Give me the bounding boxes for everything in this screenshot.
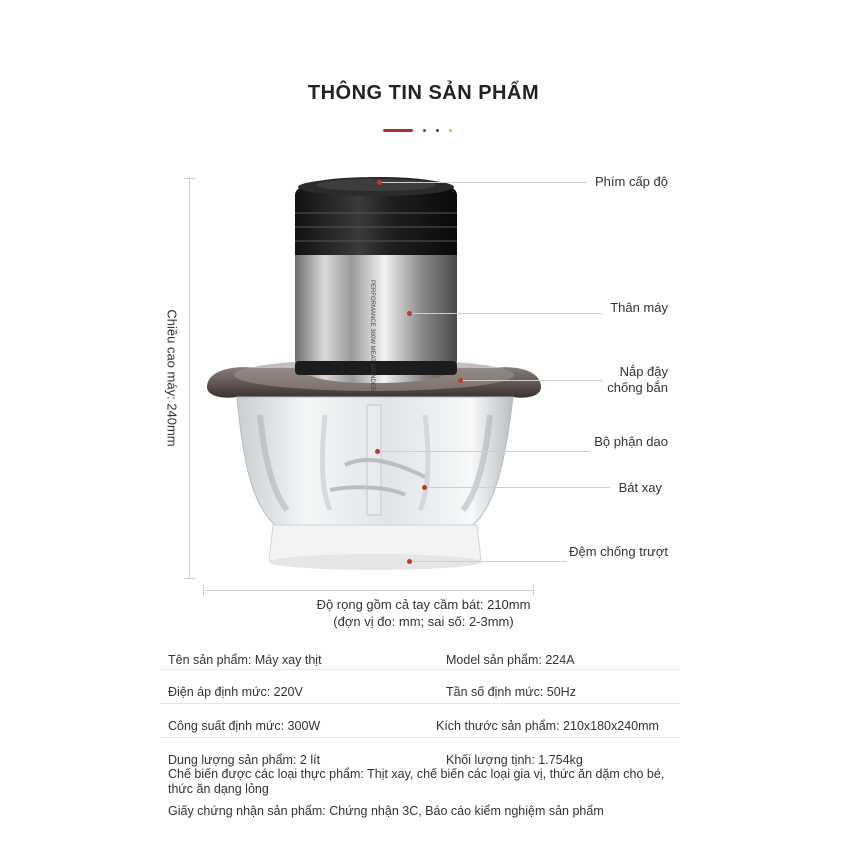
decoration-dot-gold [449, 129, 452, 132]
spec-capacity: Dung lượng sản phẩm: 2 lít [168, 753, 321, 767]
height-dimension-cap-top [184, 178, 195, 179]
callout-label-base: Đệm chống trượt [569, 544, 668, 559]
callout-label-lid [560, 364, 668, 396]
width-dimension-cap-left [203, 585, 204, 596]
decoration-dot-dark [436, 129, 439, 132]
callout-label-body: Thân máy [610, 300, 668, 315]
callout-label-lid-line2: chống bắn [607, 380, 668, 395]
callout-label-lid-line1: Nắp đậy [619, 364, 668, 379]
spec-row [160, 745, 680, 767]
spec-name: Tên sản phẩm: Máy xay thịt [168, 653, 322, 667]
spec-row [160, 711, 680, 738]
spec-foods: Chế biến được các loại thực phẩm: Thịt xay, chế biến các loại gia vị, thức ăn dặm cho bé, thức ăn dạng lỏng [168, 767, 665, 796]
height-dimension-cap-bottom [184, 578, 195, 579]
callout-line-blade [380, 451, 590, 452]
spec-voltage: Điện áp định mức: 220V [168, 685, 303, 699]
width-label-line1: Độ rọng gồm cả tay cầm bát: 210mm [316, 597, 531, 612]
spec-weight: Khối lượng tịnh: 1.754kg [446, 753, 583, 767]
title-decoration [383, 128, 473, 134]
callout-line-buttons [382, 182, 587, 183]
spec-model: Model sản phẩm: 224A [446, 653, 575, 667]
spec-row [160, 645, 680, 670]
grinder-label-text: PERFORMANCE 300W MEAT GRINDER [369, 280, 375, 392]
decoration-dash [383, 129, 413, 132]
height-label: Chiều cao máy: 240mm [164, 309, 180, 447]
callout-label-blade: Bộ phận dao [594, 434, 668, 449]
spec-power: Công suất định mức: 300W [168, 719, 321, 733]
width-label-line2: (đợn vị đo: mm; sai số: 2-3mm) [333, 614, 514, 629]
width-dimension-cap-right [533, 585, 534, 596]
spec-certificate: Giấy chứng nhận sản phẩm: Chứng nhận 3C, Báo cáo kiểm nghiệm sản phẩm [168, 804, 604, 818]
callout-label-buttons: Phím cấp độ [595, 174, 668, 189]
page-title: THÔNG TIN SẢN PHẨM [307, 82, 540, 104]
decoration-dot-red [423, 129, 426, 132]
height-dimension-line [189, 178, 190, 578]
spec-frequency: Tần số định mức: 50Hz [446, 685, 576, 699]
width-dimension-line [203, 590, 533, 591]
meat-grinder-image [195, 165, 555, 585]
callout-label-bowl: Bát xay [618, 480, 662, 495]
callout-line-base [412, 561, 567, 562]
spec-row [160, 677, 680, 704]
spec-size: Kích thước sản phẩm: 210x180x240mm [436, 719, 659, 733]
